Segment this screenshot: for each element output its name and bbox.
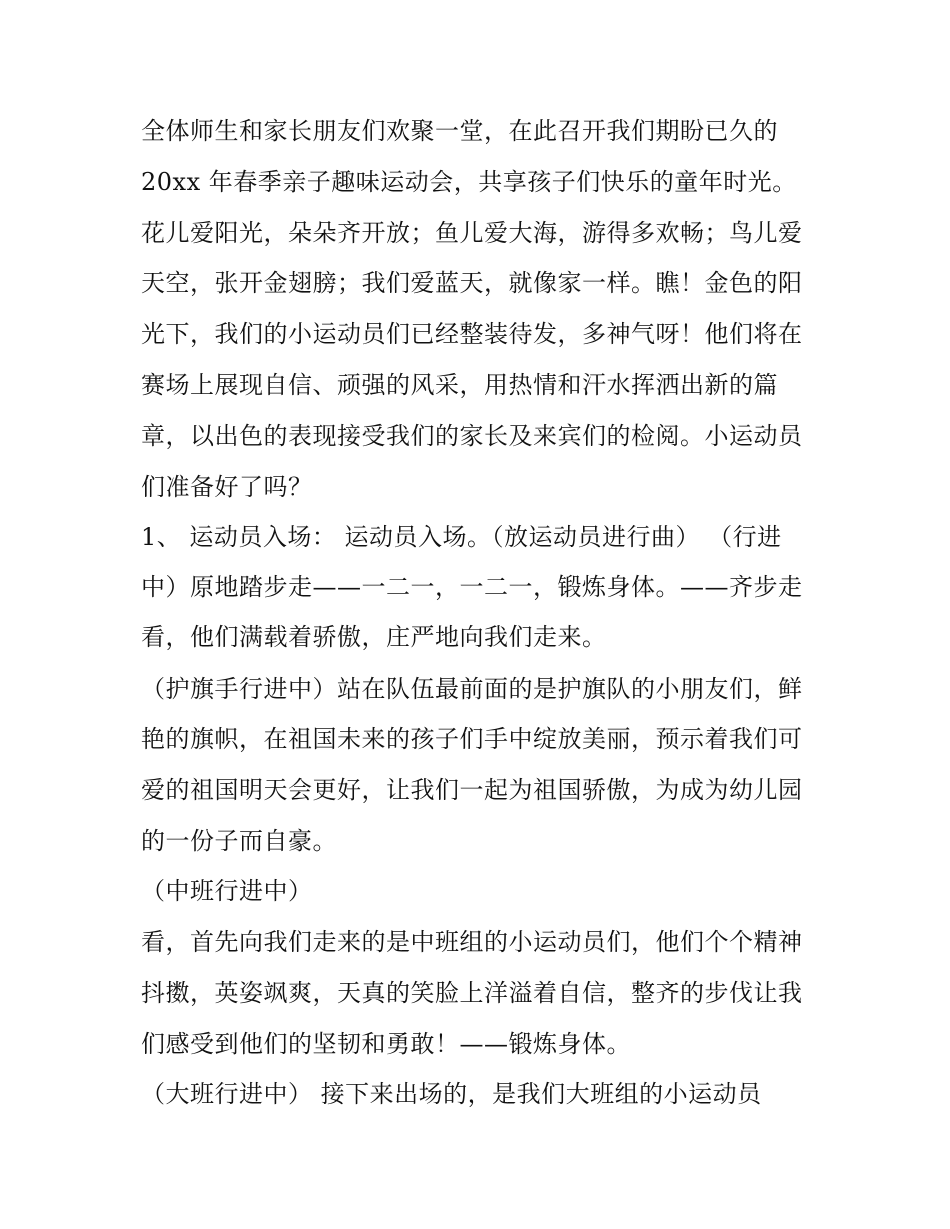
text-line: 看，首先向我们走来的是中班组的小运动员们，他们个个精神	[141, 928, 803, 956]
text-line: 的一份子而自豪。	[141, 827, 337, 855]
text-line: 们感受到他们的坚韧和勇敢！——锻炼身体。	[141, 1030, 631, 1058]
text-line: 们准备好了吗？	[141, 473, 313, 501]
text-line: 看，他们满载着骄傲，庄严地向我们走来。	[141, 623, 607, 651]
text-line: 章，以出色的表现接受我们的家长及来宾们的检阅。小运动员	[141, 422, 803, 450]
text-line: 光下，我们的小运动员们已经整装待发，多神气呀！他们将在	[141, 320, 803, 348]
text-line: 爱的祖国明天会更好，让我们一起为祖国骄傲，为成为幼儿园	[141, 776, 803, 804]
text-line: （中班行进中）	[141, 877, 313, 905]
text-line: 赛场上展现自信、顽强的风采，用热情和汗水挥洒出新的篇	[141, 371, 778, 399]
text-line: （护旗手行进中）站在队伍最前面的是护旗队的小朋友们，鲜	[141, 675, 803, 703]
text-line: 花儿爱阳光，朵朵齐开放；鱼儿爱大海，游得多欢畅；鸟儿爱	[141, 219, 803, 247]
text-line: 20xx 年春季亲子趣味运动会，共享孩子们快乐的童年时光。	[141, 168, 797, 196]
text-line: （大班行进中） 接下来出场的，是我们大班组的小运动员	[141, 1080, 762, 1108]
text-line: 抖擞，英姿飒爽，天真的笑脸上洋溢着自信，整齐的步伐让我	[141, 979, 803, 1007]
text-line: 中）原地踏步走——一二一，一二一，锻炼身体。——齐步走	[141, 573, 803, 601]
text-line: 全体师生和家长朋友们欢聚一堂，在此召开我们期盼已久的	[141, 117, 778, 145]
text-line: 天空，张开金翅膀；我们爱蓝天，就像家一样。瞧！金色的阳	[141, 269, 803, 297]
text-line: 艳的旗帜，在祖国未来的孩子们手中绽放美丽，预示着我们可	[141, 725, 803, 753]
text-line: 1、 运动员入场： 运动员入场。（放运动员进行曲） （行进	[141, 523, 782, 551]
